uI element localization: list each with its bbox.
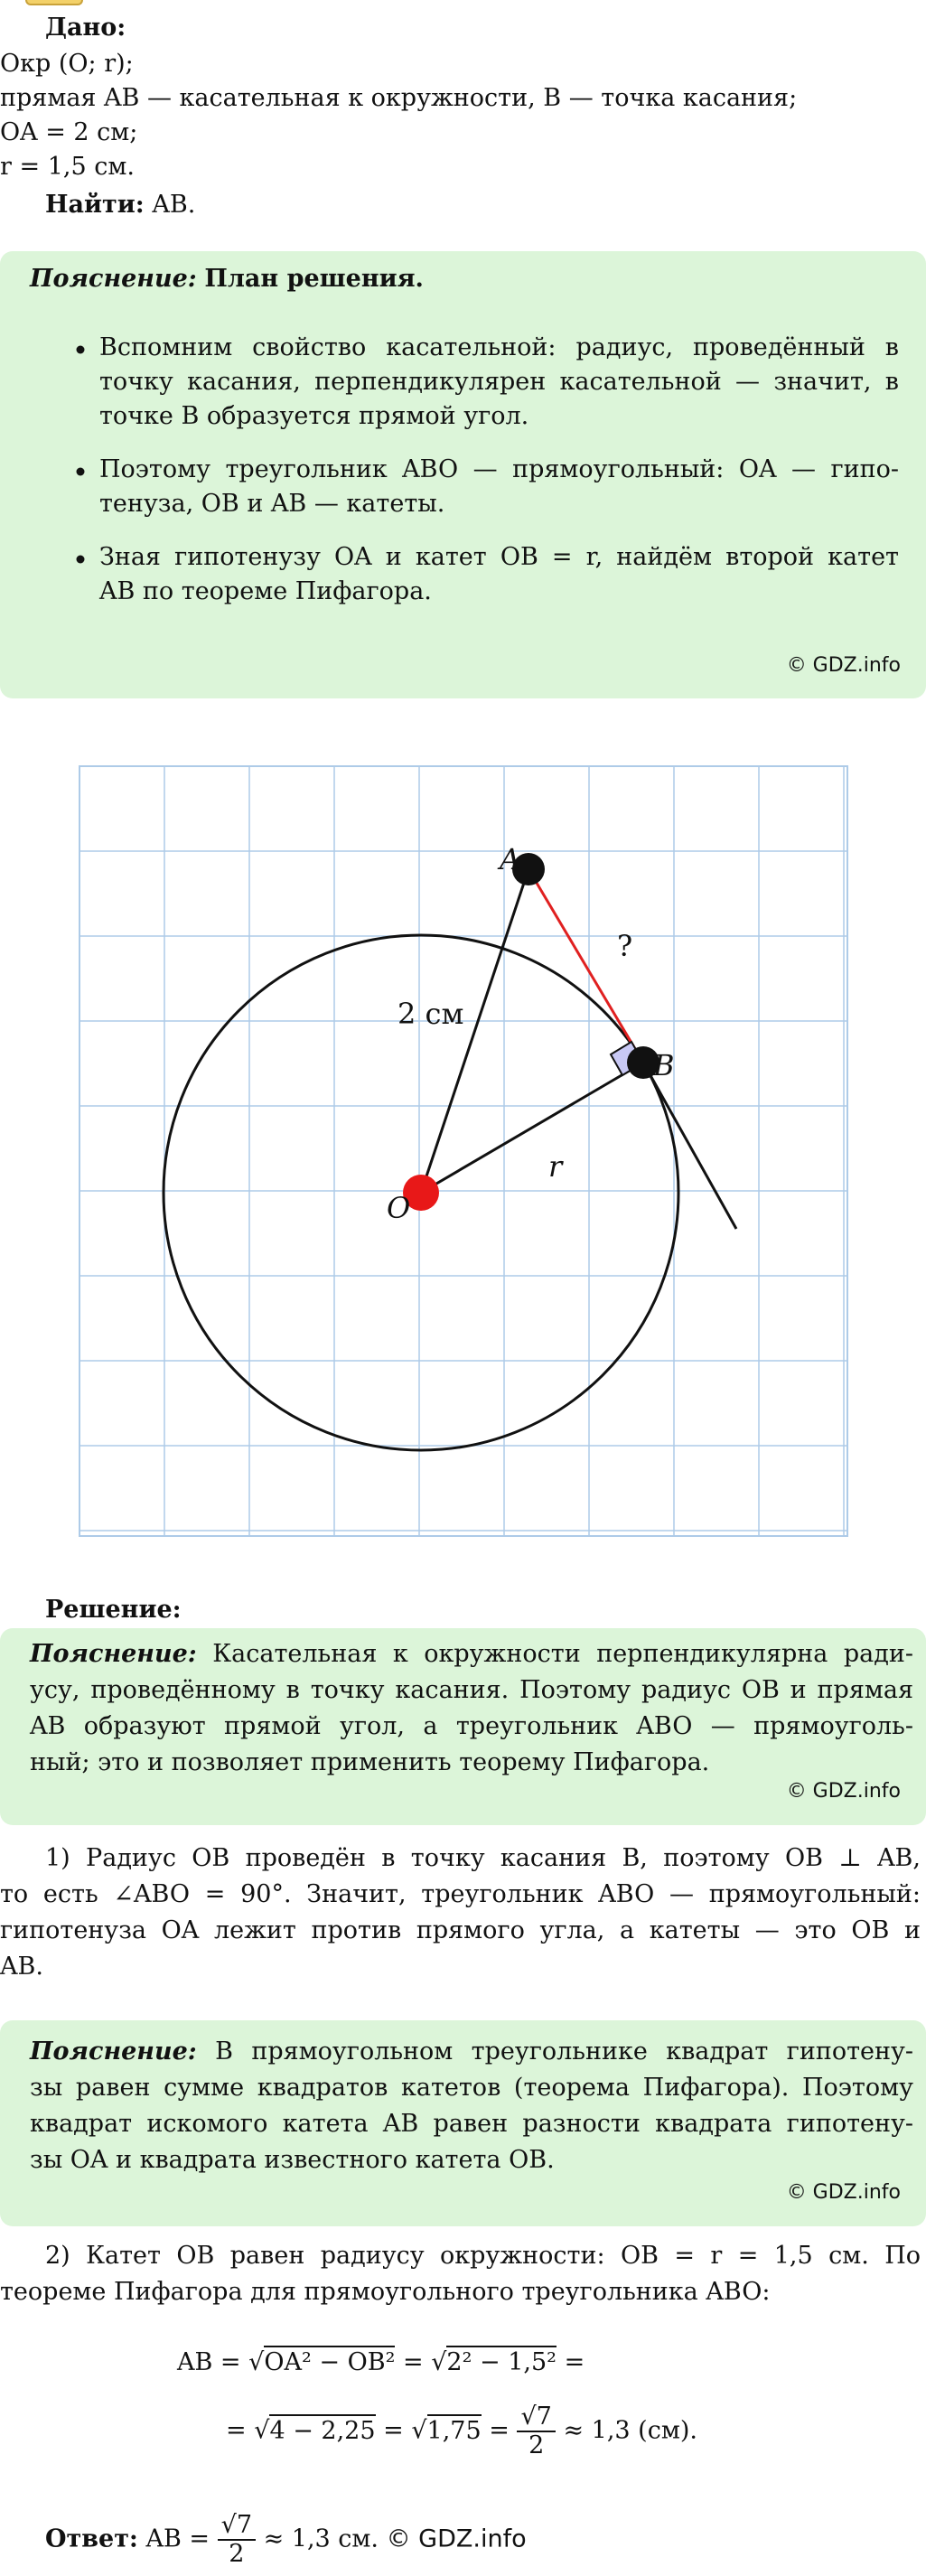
plan-explanation-box (0, 251, 926, 698)
segment-OA (421, 869, 528, 1193)
label-B: B (653, 1048, 675, 1082)
answer-line: Ответ: AB = $\frac{√7}{2}$ ≈ 1,3 см. © GDZ.info (45, 2511, 527, 2568)
plan-bullet-2-line-1: Поэтому треугольник ABO — прямоугольный: OA — гипо- (99, 455, 899, 483)
grid-border (80, 766, 847, 1536)
plan-copyright: © GDZ.info (786, 654, 901, 677)
step1-line-3: гипотенуза OA лежит против прямого угла, а катеты — это OB и (0, 1916, 921, 1944)
plan-bullet-3-line-1: Зная гипотенузу OA и катет OB = r, найдём второй катет (99, 543, 899, 571)
expl1-line-3: AB образуют прямой угол, а треугольник ABO — прямоуголь- (30, 1712, 913, 1740)
explanation-box-2 (0, 2020, 926, 2226)
expl2-line-3: квадрат искомого катета AB равен разности квадрата гипотену- (30, 2110, 913, 2138)
label-r: r (548, 1149, 563, 1184)
expl1-line-1: Пояснение: Касательная к окружности перпендикулярна ради- (30, 1640, 913, 1668)
find-label: Найти: (45, 191, 145, 219)
geometry-figure (72, 759, 855, 1545)
find-value: AB. (152, 191, 196, 219)
step1-line-4: AB. (0, 1953, 43, 1981)
formula-line-2: = √4 − 2,25 = √1,75 = $\frac{√7}{2}$ ≈ 1,3 (см). (226, 2403, 697, 2459)
step2-line-1: 2) Катет OB равен радиусу окружности: OB = r = 1,5 см. По (45, 2242, 921, 2270)
given-line-4: r = 1,5 см. (0, 153, 135, 181)
expl1-copyright: © GDZ.info (786, 1780, 901, 1803)
label-A: A (500, 842, 521, 876)
given-line-1: Окр (O; r); (0, 50, 134, 78)
step1-line-1: 1) Радиус OB проведён в точку касания B, поэтому OB ⊥ AB, (45, 1844, 921, 1872)
plan-bullet-1-line-2: точку касания, перпендикулярен касательной — значит, в (99, 368, 899, 396)
answer-label: Ответ: (45, 2524, 138, 2553)
answer-copyright: © GDZ.info (379, 2524, 527, 2553)
plan-bullet-1-line-1: Вспомним свойство касательной: радиус, проведённый в (99, 333, 899, 361)
bullet-dot (77, 346, 85, 354)
given-heading: Дано: (45, 14, 126, 42)
segment-OB (421, 1063, 643, 1193)
expl2-copyright: © GDZ.info (786, 2181, 901, 2204)
header-tab-decoration (25, 0, 83, 5)
step2-line-2: теореме Пифагора для прямоугольного треугольника ABO: (0, 2278, 771, 2306)
given-line-3: OA = 2 см; (0, 118, 138, 146)
plan-bullet-3-line-2: AB по теореме Пифагора. (99, 577, 432, 605)
answer-fraction: $\frac{√7}{2}$ (218, 2512, 256, 2568)
fraction: $\frac{√7}{2}$ (517, 2403, 555, 2459)
plan-title: Пояснение: План решения. (30, 265, 424, 293)
given-line-2: прямая AB — касательная к окружности, B — точка касания; (0, 84, 798, 112)
tangent-line (643, 1063, 736, 1229)
grid (80, 766, 847, 1536)
label-unknown: ? (617, 929, 633, 963)
plan-bullet-2-line-2: тенуза, OB и AB — катеты. (99, 490, 445, 518)
expl1-line-2: усу, проведённому в точку касания. Поэтому радиус OB и прямая (30, 1676, 913, 1704)
step1-line-2: то есть ∠ABO = 90°. Значит, треугольник ABO — прямоугольный: (0, 1880, 921, 1908)
expl2-line-2: зы равен сумме квадратов катетов (теорема Пифагора). Поэтому (30, 2074, 913, 2102)
formula-line-1: AB = √OA² − OB² = √2² − 1,5² = (177, 2346, 585, 2380)
find-line (45, 188, 921, 222)
bullet-dot (77, 556, 85, 564)
label-OA-length: 2 см (398, 997, 464, 1031)
expl2-line-4: зы OA и квадрата известного катета OB. (30, 2146, 555, 2174)
plan-bullet-1-line-3: точке B образуется прямой угол. (99, 402, 529, 430)
solution-heading: Решение: (45, 1596, 182, 1624)
explanation-box-1 (0, 1628, 926, 1825)
label-O: O (387, 1191, 411, 1225)
expl2-line-1: Пояснение: В прямоугольном треугольнике квадрат гипотену- (30, 2037, 913, 2065)
expl1-line-4: ный; это и позволяет применить теорему Пифагора. (30, 1748, 710, 1776)
bullet-dot (77, 468, 85, 476)
